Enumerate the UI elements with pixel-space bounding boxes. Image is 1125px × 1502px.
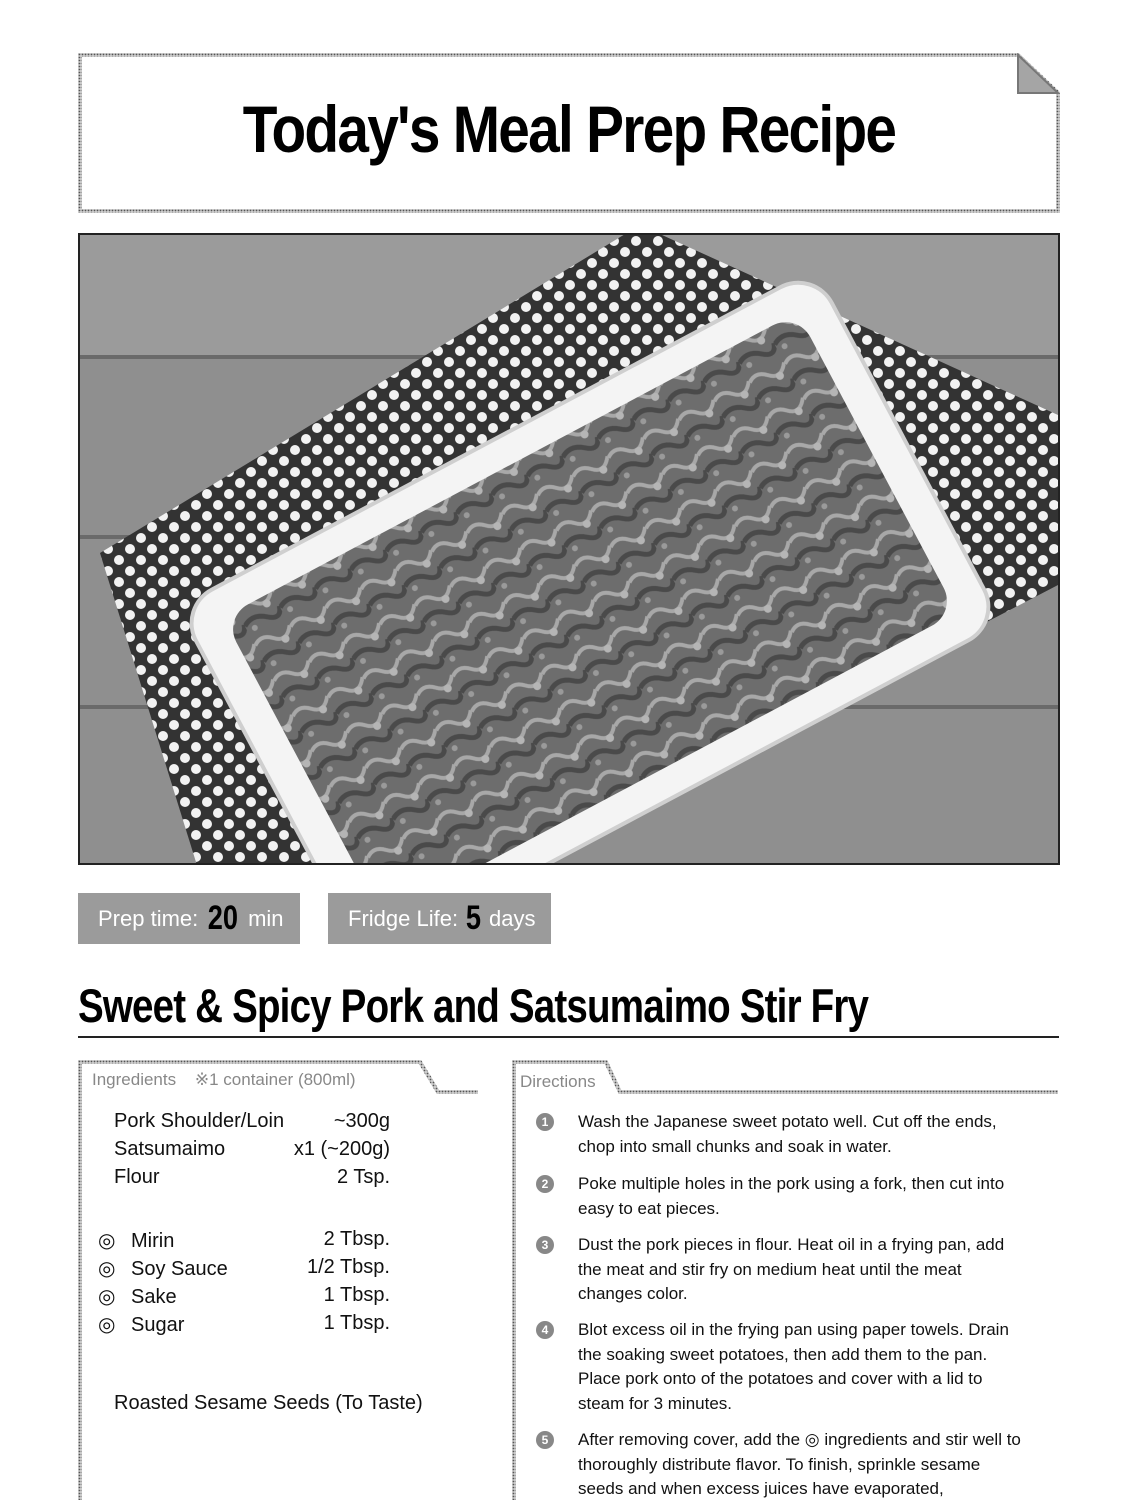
ingredients-panel [78, 1060, 478, 1500]
ingredient-row: Satsumaimo x1 (~200g) [114, 1138, 390, 1160]
step-text: Wash the Japanese sweet potato well. Cut off the ends, chop into small chunks and soak in water. [578, 1112, 997, 1156]
directions-label: Directions [520, 1072, 596, 1091]
ingredient-row: Pork Shoulder/Loin ~300g [114, 1110, 390, 1132]
step-text: After removing cover, add the ◎ ingredients and stir well to thoroughly distribute flavor. To finish, sprinkle sesame seeds and when excess juices have evaporated, [578, 1430, 1021, 1498]
ingredients-label: Ingredients ※1 container (800ml) [92, 1070, 356, 1089]
prep-time-value: 20 [208, 899, 239, 937]
step-text: Poke multiple holes in the pork using a fork, then cut into easy to eat pieces. [578, 1174, 1005, 1218]
fridge-life-value: 5 [465, 899, 482, 937]
title-divider [78, 1036, 1059, 1038]
double-circle-icon: ◎ [98, 1258, 116, 1280]
fridge-life-badge [328, 893, 551, 944]
fridge-life-label: Fridge Life: [348, 905, 459, 931]
step-number-icon: 4 [536, 1321, 554, 1339]
ingredient-row: Flour 2 Tsp. [114, 1166, 390, 1188]
step-text: Dust the pork pieces in flour. Heat oil in a frying pan, add the meat and stir fry on medium heat until the meat changes color. [578, 1235, 1005, 1303]
marked-ingredient-row: ◎ Soy Sauce 1/2 Tbsp. [98, 1256, 390, 1280]
marked-ingredient-row: ◎ Sake 1 Tbsp. [98, 1284, 390, 1308]
sesame-seeds-row: Roasted Sesame Seeds (To Taste) [114, 1392, 423, 1414]
marked-ingredient-row: ◎ Mirin 2 Tbsp. [98, 1228, 390, 1252]
double-circle-icon: ◎ [98, 1314, 116, 1336]
double-circle-icon: ◎ [98, 1286, 116, 1308]
step-number-icon: 5 [536, 1431, 554, 1449]
step-number-icon: 3 [536, 1236, 554, 1254]
container-note: ※1 container (800ml) [194, 1070, 356, 1089]
prep-time-badge [78, 893, 300, 944]
fridge-life-unit: days [488, 905, 536, 931]
recipe-photo [78, 233, 1060, 865]
prep-time-unit: min [248, 905, 284, 931]
step-number-icon: 1 [536, 1113, 554, 1131]
prep-time-label: Prep time: [98, 905, 199, 931]
recipe-title: Sweet & Spicy Pork and Satsumaimo Stir Fry [78, 979, 869, 1032]
directions-panel [512, 1060, 1060, 1500]
double-circle-icon: ◎ [98, 1230, 116, 1252]
page-title: Today's Meal Prep Recipe [242, 92, 896, 166]
step-text: Blot excess oil in the frying pan using paper towels. Drain the soaking sweet potatoes, then add them to the pan. Place pork onto of the potatoes and cover with a lid to steam for 3 minutes. [578, 1320, 1009, 1413]
step-number-icon: 2 [536, 1175, 554, 1193]
title-box [78, 53, 1060, 213]
marked-ingredient-row: ◎ Sugar 1 Tbsp. [98, 1312, 390, 1336]
